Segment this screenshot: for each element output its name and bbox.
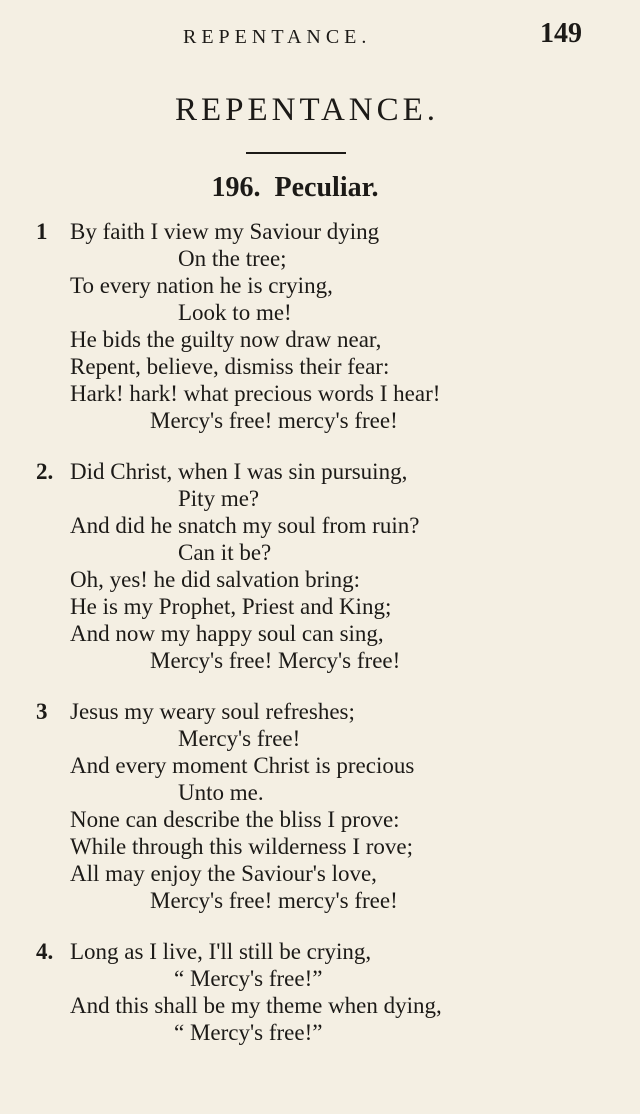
verse-line: Unto me. (178, 780, 264, 805)
verse-line: Hark! hark! what precious words I hear! (70, 381, 441, 406)
verse-line: Mercy's free! Mercy's free! (150, 648, 401, 673)
verse-number: 2. (36, 459, 54, 484)
verse-line: Long as I live, I'll still be crying, (70, 939, 372, 964)
verse-number: 4. (36, 939, 54, 964)
verse-line: And every moment Christ is precious (70, 753, 415, 778)
verse-line: And this shall be my theme when dying, (70, 993, 442, 1018)
verse-line: He is my Prophet, Priest and King; (70, 594, 392, 619)
verse-line: To every nation he is crying, (70, 273, 333, 298)
running-head: REPENTANCE. (183, 26, 372, 48)
verse-line: “ Mercy's free!” (174, 966, 323, 991)
verse-line: He bids the guilty now draw near, (70, 327, 382, 352)
page-number: 149 (540, 18, 582, 49)
verse-line: Repent, believe, dismiss their fear: (70, 354, 390, 379)
verse-line: While through this wilderness I rove; (70, 834, 414, 859)
verse-line: Look to me! (178, 300, 292, 325)
verse-number: 1 (36, 219, 48, 244)
verse-number: 3 (36, 699, 48, 724)
verse-line: “ Mercy's free!” (174, 1020, 323, 1045)
verse-line: And now my happy soul can sing, (70, 621, 384, 646)
verse-line: Did Christ, when I was sin pursuing, (70, 459, 408, 484)
verse-line: And did he snatch my soul from ruin? (70, 513, 420, 538)
verse-line: Mercy's free! (178, 726, 301, 751)
verse-line: Oh, yes! he did salvation bring: (70, 567, 361, 592)
hymn-heading (0, 172, 590, 204)
verse-line: Can it be? (178, 540, 272, 565)
verse-line: All may enjoy the Saviour's love, (70, 861, 377, 886)
section-title: REPENTANCE. (174, 92, 440, 128)
title-divider (246, 152, 346, 154)
verse-line: Mercy's free! mercy's free! (150, 408, 398, 433)
verse-line: Jesus my weary soul refreshes; (70, 699, 355, 724)
verse-line: None can describe the bliss I prove: (70, 807, 400, 832)
verse-line: Pity me? (178, 486, 260, 511)
verse-line: By faith I view my Saviour dying (70, 219, 380, 244)
verse-line: On the tree; (178, 246, 287, 271)
verse-line: Mercy's free! mercy's free! (150, 888, 398, 913)
hymn-number: 196. (211, 172, 261, 203)
hymn-meter: Peculiar. (274, 172, 379, 203)
